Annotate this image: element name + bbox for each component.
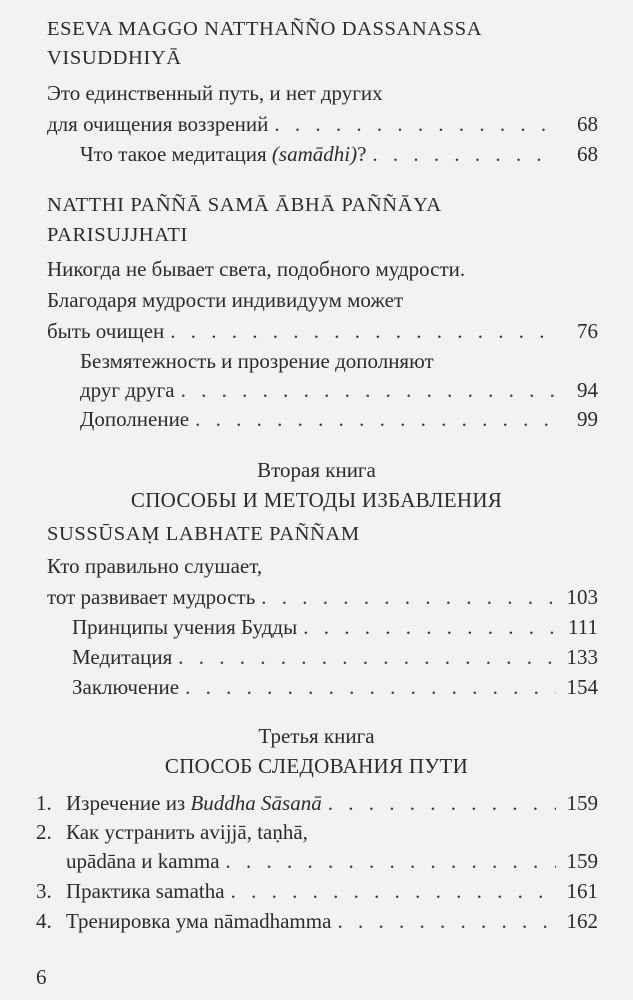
section-heading: SUSSŪSAṂ LABHATE PAÑÑAM: [47, 523, 360, 545]
toc-entry-label: Принципы учения Будды: [72, 615, 298, 639]
toc-text-line: Благодаря мудрости индивидуум может: [47, 288, 404, 312]
section-heading: VISUDDHIYĀ: [47, 47, 182, 69]
toc-entry-page: 162: [566, 909, 598, 933]
book-title: СПОСОБ СЛЕДОВАНИЯ ПУТИ: [164, 754, 469, 778]
toc-entry-page: 133: [566, 645, 598, 669]
toc-entry[interactable]: [36, 790, 598, 816]
toc-entry-label: друг друга: [80, 378, 175, 402]
toc-entry-page: 103: [566, 585, 598, 609]
item-number: 1.: [36, 791, 52, 815]
section-heading: ESEVA MAGGO NATTHAÑÑO DASSANASSA: [47, 18, 483, 40]
toc-entry[interactable]: [47, 318, 598, 344]
toc-entry-label: быть очищен: [47, 319, 165, 343]
toc-entry-label: тот развивает мудрость: [47, 585, 256, 609]
book-label: Вторая книга: [257, 458, 376, 482]
toc-entry-label: Дополнение: [80, 407, 190, 431]
toc-entry[interactable]: [72, 644, 598, 670]
dot-leader: [195, 406, 556, 432]
toc-entry[interactable]: [72, 614, 598, 640]
dot-leader: [181, 377, 556, 403]
item-number: 3.: [36, 879, 52, 903]
toc-entry-page: 159: [566, 791, 598, 815]
toc-entry[interactable]: [36, 819, 598, 845]
toc-entry-page: 111: [568, 615, 598, 639]
toc-entry-page: 154: [566, 675, 598, 699]
toc-entry-page: 94: [577, 378, 598, 402]
toc-text-line: Безмятежность и прозрение дополняют: [80, 349, 434, 373]
toc-entry[interactable]: [80, 377, 598, 403]
toc-entry-page: 99: [577, 407, 598, 431]
toc-entry[interactable]: [47, 584, 598, 610]
toc-entry[interactable]: [47, 111, 598, 137]
toc-entry-label: upādāna и kamma: [66, 849, 220, 873]
dot-leader: [261, 584, 556, 610]
book-title: СПОСОБЫ И МЕТОДЫ ИЗБАВЛЕНИЯ: [130, 488, 503, 512]
toc-entry-label: Что такое медитация (samādhi)?: [80, 142, 367, 166]
dot-leader: [303, 614, 556, 640]
toc-entry[interactable]: [80, 141, 598, 167]
section-heading: PARISUJJHATI: [47, 224, 188, 246]
dot-leader: [185, 674, 556, 700]
item-number: 2.: [36, 820, 52, 844]
toc-entry[interactable]: [80, 406, 598, 432]
book-label: Третья книга: [258, 724, 375, 748]
toc-entry-label: для очищения воззрений: [47, 112, 269, 136]
toc-entry-label: Изречение из Buddha Sāsanā: [66, 791, 322, 815]
toc-text-line: Никогда не бывает света, подобного мудрости.: [47, 257, 466, 281]
toc-entry-page: 161: [566, 879, 598, 903]
toc-text-line: Кто правильно слушает,: [47, 554, 263, 578]
page-number: 6: [36, 965, 47, 989]
dot-leader: [328, 790, 556, 816]
dot-leader: [231, 878, 556, 904]
dot-leader: [170, 318, 556, 344]
dot-leader: [178, 644, 556, 670]
toc-text-line: Это единственный путь, и нет других: [47, 81, 383, 105]
section-heading: NATTHI PAÑÑĀ SAMĀ ĀBHĀ PAÑÑĀYA: [47, 194, 442, 216]
toc-entry[interactable]: [72, 674, 598, 700]
toc-entry-page: 159: [566, 849, 598, 873]
toc-entry-label: Практика samatha: [66, 879, 225, 903]
toc-entry-label: Как устранить avijjā, taṇhā,: [66, 820, 308, 844]
dot-leader: [372, 141, 556, 167]
toc-entry-page: 76: [577, 319, 598, 343]
toc-entry[interactable]: [36, 878, 598, 904]
toc-entry-label: Тренировка ума nāmadhamma: [66, 909, 332, 933]
dot-leader: [226, 848, 556, 874]
toc-entry-label: Заключение: [72, 675, 180, 699]
toc-entry-page: 68: [577, 112, 598, 136]
dot-leader: [337, 908, 556, 934]
toc-entry-label: Медитация: [72, 645, 173, 669]
item-number: 4.: [36, 909, 52, 933]
dot-leader: [274, 111, 556, 137]
toc-entry[interactable]: [36, 848, 598, 874]
toc-entry[interactable]: [36, 908, 598, 934]
toc-entry-page: 68: [577, 142, 598, 166]
